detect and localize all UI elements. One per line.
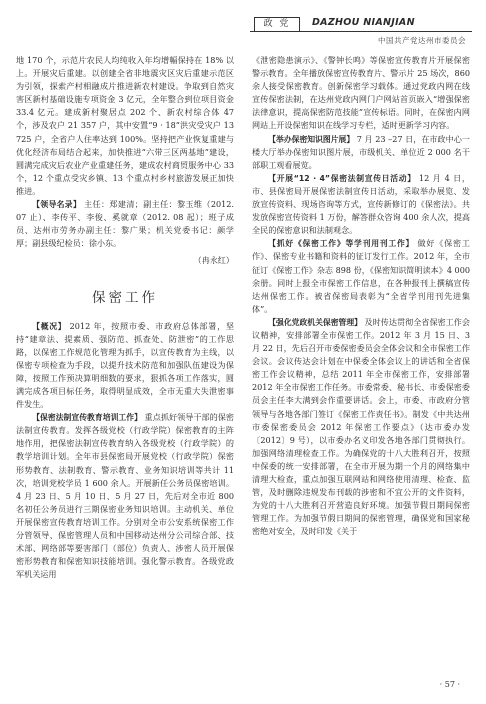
yearbook-title: DAZHOU NIANJIAN xyxy=(312,17,415,28)
header-subtitle: 中国共产党达州市委员会 xyxy=(378,36,466,45)
paragraph-tag: 【开展“12 · 4”保密法制宣传日活动】 xyxy=(268,173,416,183)
header-rule xyxy=(250,31,472,32)
section-label: 政 党 xyxy=(254,17,300,32)
paragraph-text: 做好《保密工作》、保密专业书籍和资料的征订发行工作。2012 年，全市征订《保密工作》杂志 898 份，《保密知识简明读本》4 000 余册。同时上报全市保密工作信息，在各种报刊上撰稿宣传达州保密工作。被省保密局表彰为“全省学刊用刊先进集体”。 xyxy=(252,238,471,314)
body-paragraph xyxy=(16,320,234,412)
body-paragraph xyxy=(252,316,470,539)
body-paragraph xyxy=(16,411,234,581)
leader-list-tag: 【领导名录】 xyxy=(32,200,82,210)
paragraph-text: 及时传达贯彻全省保密工作会议精神，安排部署全市保密工作。2012 年 3 月 15 日、3 月 22 日，先后召开市委保密委员会全体会议和全市保密工作会议。会议传达会计划在中保委全体会议上的讲话和全省保密工作会议精神，总结 2011 年全市保密工作，安排部署 2012 年全市保密工作任务。市委常委、秘书长、市委保密委员会主任李大满到会作重要讲话。会上，市委、市政府分管领导与各地各部门签订《保密工作责任书》。制发《中共达州市委保密委员会 2012 年保密工作要点》（达市委办发〔2012〕9 号），以市委办名义印发各地各部门贯彻执行。加强网络清理检查工作。为确保党的十八大胜利召开，按照中保委的统一安排部署，在全市开展为期一个月的网络集中清理大检查，重点加强互联网站和网络使用清理、检查、监管，及时删除违规发布刊载的涉密和不宜公开的文件资料，为党的十八大胜利召开营造良好环境。加强节假日期间保密管理工作。为加强节假日期间的保密管理，确保党和国家秘密绝对安全，及时印发《关于 xyxy=(252,316,470,537)
right-column xyxy=(252,54,470,538)
leader-list-paragraph xyxy=(16,198,234,250)
page-number: · 57 · xyxy=(439,680,460,689)
body-paragraph xyxy=(252,133,470,172)
body-paragraph: 地 170 个，示范片农民人均纯收入年均增幅保持在 18% 以上。开展灾后重建。以创建全省非地震灾区灾后重建示范区为引领，探索产村相融成片推进新农村建设。争取到自然灾害区新村基础设施专项资金 3 亿元，全年整合到位项目资金 33.4 亿元。建成新村聚居点 202 个、新农村综合体 47 个，涉及农户 21 357 户，其中安置“9 · 18”洪灾受灾户 13 725 户，全省户人住率达到 100%。坚持把产业恢复重建与优化经济布局结合起来，加快推进“六带三区两基地”建设，圆满完成灾后农业产业重建任务，建成农村商贸服务中心 33 个，12 个重点受灾乡镇、13 个重点村乡村旅游发展正加快推进。 xyxy=(16,55,234,196)
body-paragraph xyxy=(252,172,470,237)
body-paragraph: 《泄密隐患演示》、《警钟长鸣》等保密宣传教育片开展保密警示教育。全年播放保密宣传教育片、警示片 25 场次，860 余人接受保密教育。创新保密学习载体。通过党政内网在线宣传保密法制，在达州党政内网门户网站首页嵌入“增强保密法律意识，提高保密防范技能”宣传标语。同时，在保密内网网站上开设保密知识在线学习专栏，适时更新学习内容。 xyxy=(252,55,470,131)
page-header xyxy=(0,0,486,52)
paragraph-text: 7 月 23 –27 日，在市政中心一楼大厅举办保密知识图片展，市级机关、单位近 2 000 名干部职工观看展览。 xyxy=(252,133,470,170)
paragraph-text: 12 月 4 日，市、县保密局开展保密法制宣传日活动，采取举办展览、发放宣传资料、现场咨询等方式，宣传新修订的《保密法》。共发放保密宣传资料 1 万份，解答群众咨询 400 余人次，提高全民的保密意识和法制观念。 xyxy=(252,172,470,236)
paragraph-tag: 【概况】 xyxy=(32,321,67,331)
paragraph-text: 重点抓好领导干部的保密法制宣传教育。发挥各级党校（行政学院）保密教育的主阵地作用，把保密法制宣传教育纳入各级党校（行政学院）的教学培训计划。全年市县保密局开展党校（行政学院）保密形势教育、法制教育、警示教育、业务知识培训等共计 11 次，培训党校学员 1 600 余人。开展新任公务员保密培训。4 月 23 日、5 月 10 日、5 月 27 日，先后对全市近 800 名初任公务员进行三期保密业务知识培训。主动机关、单位开展保密宣传教育培训工作。分别对全市公安系统保密工作分管领导、保密管理人员和中国移动达州分公司综合部、技术部、网络部等要害部门（部位）负责人、涉密人员开展保密形势教育和保密知识技能培训。强化警示教育。各级党政军机关运用 xyxy=(16,412,235,580)
left-column xyxy=(16,54,234,581)
author-credit: （冉永红） xyxy=(193,255,234,266)
paragraph-tag: 【强化党政机关保密管理】 xyxy=(268,317,362,327)
paragraph-text: 2012 年，按照市委、市政府总体部署，坚持“建章法、提素质、强防范、抓查处、防泄密”的工作思路，以保密工作规范化管理为抓手，以宣传教育为主线，以保密专项检查为手段，以提升技术防范和加强队伍建设为保障，按照工作预决算明细数的要求，狠抓各项工作落实，圆满完成各项目标任务，取得明显成效，全市无重大失泄密事件发生。 xyxy=(16,320,235,410)
paragraph-tag: 【抓好《保密工作》等学刊用刊工作】 xyxy=(268,239,415,249)
body-paragraph xyxy=(252,237,470,316)
paragraph-tag: 【保密法制宣传教育培训工作】 xyxy=(32,413,142,423)
leader-list-text: 主任：郑建清；副主任：黎玉维（2012. 07 止）、李传平、李俊、奚就章（2012. 08 起）；班子成员、达州市劳务办副主任：黎广果；机关党委书记：颜学厚；副县级纪检员：徐小东。 xyxy=(16,199,235,249)
paragraph-tag: 【举办保密知识图片展】 xyxy=(268,134,355,144)
section-title: 保密工作 xyxy=(92,289,158,306)
